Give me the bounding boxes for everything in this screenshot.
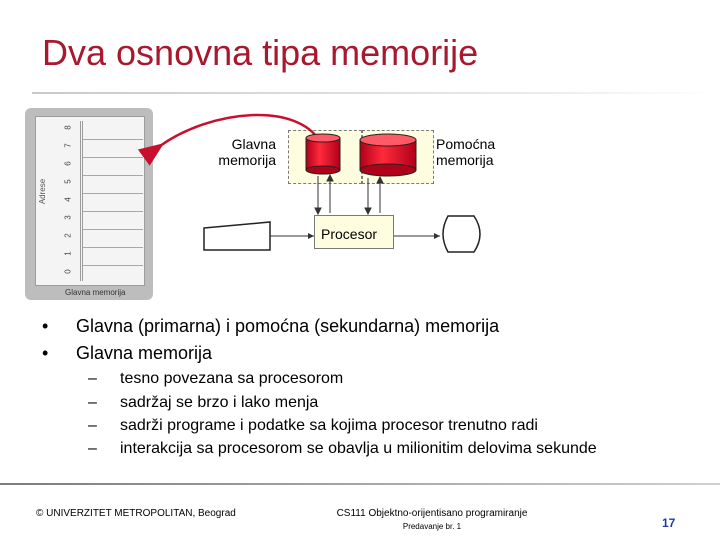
output-arrowhead [434, 233, 440, 239]
dash-marker: – [88, 370, 97, 387]
sub-bullet-text: sadržaj se brzo i lako menja [120, 394, 319, 411]
address-number: 8 [63, 125, 73, 130]
slide-title: Dva osnovna tipa memorije [42, 32, 479, 73]
address-number: 5 [63, 179, 73, 184]
footer-lecture-number: Predavanje br. 1 [402, 522, 462, 531]
address-label: Adrese [38, 178, 48, 205]
main-memory-label-line: Glavna [231, 136, 276, 152]
dash-marker: – [88, 417, 97, 434]
main-memory-chip [306, 134, 340, 174]
processor-label: Procesor [321, 226, 378, 242]
bullet-text: Glavna memorija [76, 343, 213, 363]
address-number: 2 [63, 233, 73, 238]
secondary-memory-label-line: Pomoćna [436, 136, 496, 152]
arrow-to-memory-panel [160, 115, 322, 146]
footer-course-title: CS111 Objektno-orijentisano programiranje [336, 508, 528, 519]
sub-bullet-text: interakcija sa procesorom se obavlja u milionitim delovima sekunde [120, 440, 597, 457]
memory-panel-caption: Glavna memorija [65, 288, 126, 297]
output-device [443, 216, 480, 252]
address-number: 6 [63, 161, 73, 166]
page-number: 17 [662, 516, 676, 530]
address-number: 7 [63, 143, 73, 148]
main-memory-label-line: memorija [218, 152, 276, 168]
secondary-memory-disk [360, 134, 416, 176]
dash-marker: – [88, 394, 97, 411]
sub-bullet-text: sadrži programe i podatke sa kojima procesor trenutno radi [120, 417, 538, 434]
bus-arrows [315, 175, 383, 214]
dash-marker: – [88, 440, 97, 457]
bullet-marker: • [42, 343, 49, 363]
footer-university: © UNIVERZITET METROPOLITAN, Beograd [36, 508, 236, 519]
address-number: 4 [63, 197, 73, 202]
footer-course [312, 507, 552, 533]
secondary-memory-label-line: memorija [436, 152, 494, 168]
footer-divider [0, 483, 720, 485]
bullet-text: Glavna (primarna) i pomoćna (sekundarna) memorija [76, 316, 500, 336]
address-number: 1 [63, 251, 73, 256]
bullet-marker: • [42, 316, 49, 336]
input-arrowhead [308, 233, 314, 239]
address-number: 3 [63, 215, 73, 220]
sub-bullet-text: tesno povezana sa procesorom [120, 370, 344, 387]
input-device [204, 222, 270, 250]
address-number: 0 [63, 269, 73, 274]
